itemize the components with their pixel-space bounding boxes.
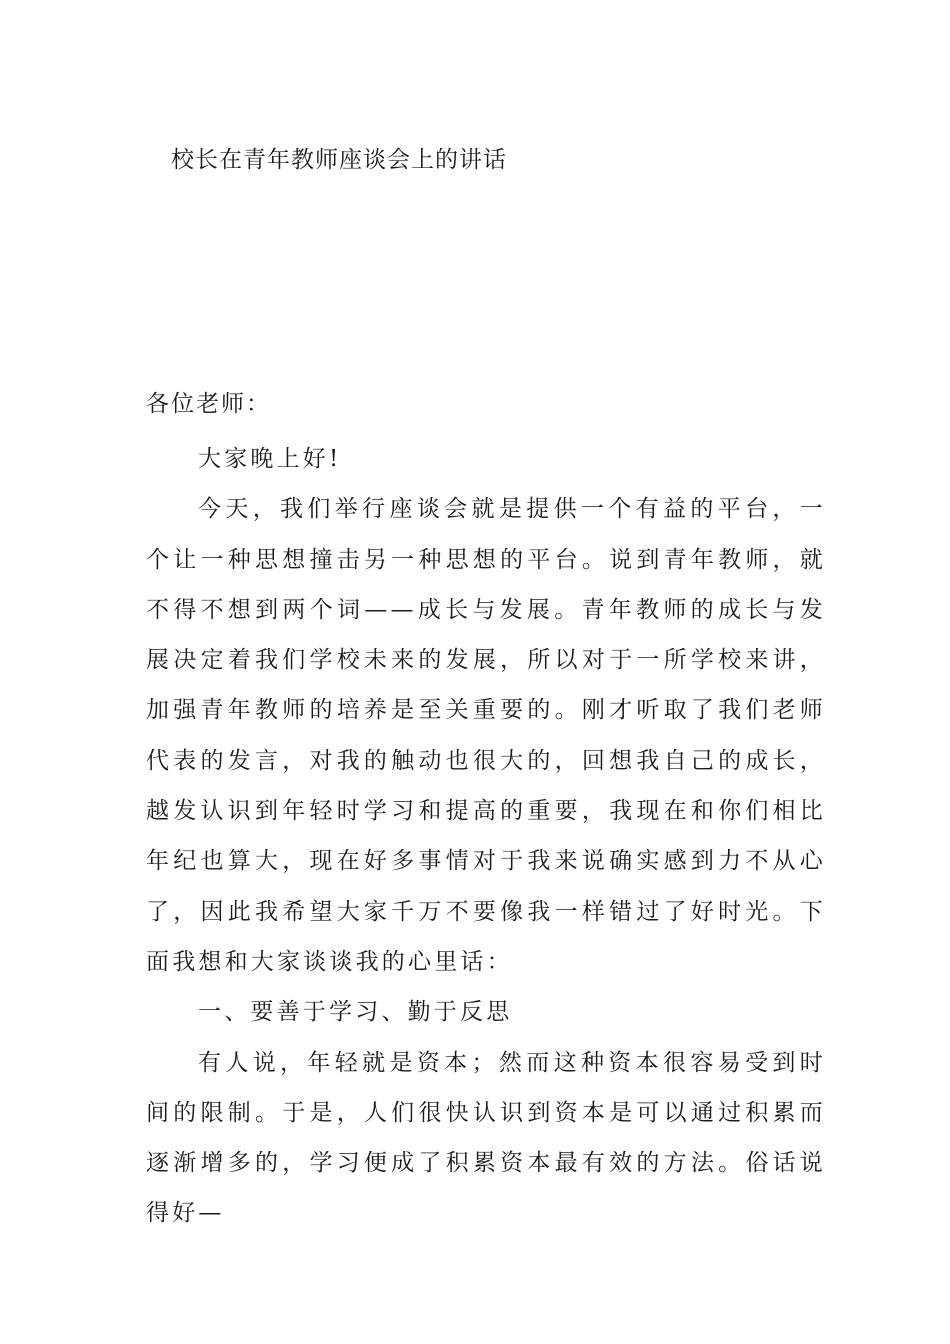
salutation: 各位老师：	[146, 391, 271, 417]
section-heading: 一、要善于学习、勤于反思	[198, 999, 513, 1026]
paragraph-greeting: 大家晚上好!	[198, 446, 342, 472]
document-title: 校长在青年教师座谈会上的讲话	[171, 147, 507, 173]
document-body	[146, 434, 826, 1239]
paragraph-intro: 今天，我们举行座谈会就是提供一个有益的平台，一个让一种思想撞击另一种思想的平台。说到青年教师，就不得不想到两个词——成长与发展。青年教师的成长与发展决定着我们学校未来的发展，所以对于一所学校来讲，加强青年教师的培养是至关重要的。刚才听取了我们老师代表的发言，对我的触动也很大的，回想我自己的成长，越发认识到年轻时学习和提高的重要，我现在和你们相比年纪也算大，现在好多事情对于我来说确实感到力不从心了，因此我希望大家千万不要像我一样错过了好时光。下面我想和大家谈谈我的心里话：	[146, 496, 826, 975]
paragraph-section-one: 有人说，年轻就是资本；然而这种资本很容易受到时间的限制。于是，人们很快认识到资本是可以通过积累而逐渐增多的，学习便成了积累资本最有效的方法。俗话说得好—	[146, 1049, 826, 1227]
